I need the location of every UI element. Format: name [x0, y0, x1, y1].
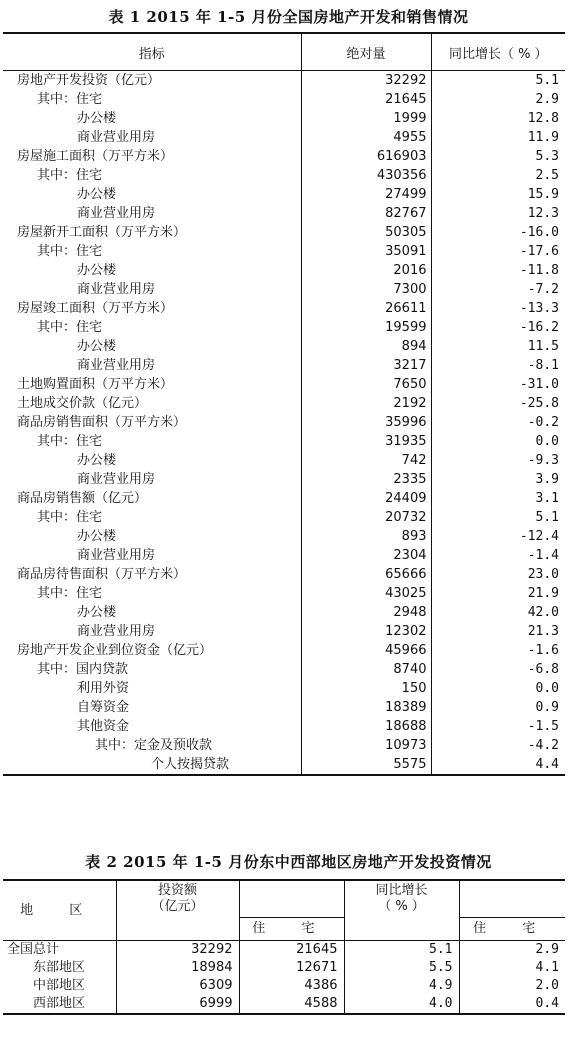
region-name: 中部地区 [33, 978, 86, 993]
row-label: 商品房待售面积（万平方米） [17, 567, 187, 582]
row-value: 26611 [301, 299, 431, 318]
row-value: 50305 [301, 223, 431, 242]
row-label: 其中：住宅 [37, 586, 103, 601]
table-row [3, 622, 565, 641]
table-row [3, 995, 565, 1014]
row-growth: -1.4 [431, 546, 565, 565]
row-value: 35996 [301, 413, 431, 432]
table1-header-row [3, 33, 565, 71]
row-value: 8740 [301, 660, 431, 679]
row-value: 10973 [301, 736, 431, 755]
row-growth: -11.8 [431, 261, 565, 280]
row-growth: 12.3 [431, 204, 565, 223]
row-growth: 21.3 [431, 622, 565, 641]
row-growth: 3.9 [431, 470, 565, 489]
row-value: 7650 [301, 375, 431, 394]
table-row [3, 546, 565, 565]
row-value: 430356 [301, 166, 431, 185]
row-growth: -0.2 [431, 413, 565, 432]
row-label: 房屋新开工面积（万平方米） [17, 225, 187, 240]
row-value: 35091 [301, 242, 431, 261]
row-growth: -7.2 [431, 280, 565, 299]
table-row [3, 413, 565, 432]
row-growth: 4.4 [431, 755, 565, 775]
row-label: 个人按揭贷款 [3, 755, 301, 775]
table-row [3, 71, 565, 91]
header-residential-growth: 住 宅 [459, 918, 565, 941]
table-row [3, 603, 565, 622]
header-blank-2 [459, 880, 565, 918]
row-growth: -16.0 [431, 223, 565, 242]
row-growth: 5.3 [431, 147, 565, 166]
table-row [3, 166, 565, 185]
residential-growth-value: 2.9 [459, 941, 565, 960]
row-growth: 11.5 [431, 337, 565, 356]
row-growth: -25.8 [431, 394, 565, 413]
residential-growth-value: 4.1 [459, 959, 565, 977]
region-name: 西部地区 [3, 995, 116, 1014]
national-real-estate-table [3, 32, 565, 776]
row-growth: 2.5 [431, 166, 565, 185]
table-row [3, 508, 565, 527]
row-growth: -6.8 [431, 660, 565, 679]
table-row [3, 280, 565, 299]
table-row [3, 470, 565, 489]
row-label: 自筹资金 [77, 700, 130, 715]
row-value: 742 [301, 451, 431, 470]
table-row [3, 394, 565, 413]
header-growth-cont [344, 918, 459, 941]
row-growth: 15.9 [431, 185, 565, 204]
row-growth: -17.6 [431, 242, 565, 261]
row-growth: -13.3 [431, 299, 565, 318]
row-label: 房屋竣工面积（万平方米） [17, 301, 174, 316]
table-row [3, 565, 565, 584]
table-row [3, 318, 565, 337]
growth-value: 5.1 [344, 941, 459, 960]
row-label: 商业营业用房 [77, 472, 156, 487]
table-row [3, 242, 565, 261]
table-row [3, 90, 565, 109]
row-growth: 0.0 [431, 432, 565, 451]
growth-value: 4.9 [344, 977, 459, 995]
row-value: 1999 [301, 109, 431, 128]
table-row [3, 698, 565, 717]
table-row [3, 432, 565, 451]
header-blank-1 [239, 880, 344, 918]
table-row [3, 489, 565, 508]
row-growth: -4.2 [431, 736, 565, 755]
row-value: 12302 [301, 622, 431, 641]
row-growth: -9.3 [431, 451, 565, 470]
row-value: 2192 [301, 394, 431, 413]
row-label: 房地产开发投资（亿元） [17, 73, 161, 88]
row-value: 2335 [301, 470, 431, 489]
row-label: 商业营业用房 [77, 130, 156, 145]
row-growth: -12.4 [431, 527, 565, 546]
header-indicator: 指标 [3, 33, 301, 71]
table-row [3, 959, 565, 977]
row-label: 其他资金 [77, 719, 130, 734]
row-label: 办公楼 [77, 605, 117, 620]
row-value: 2304 [301, 546, 431, 565]
investment-value: 6999 [116, 995, 239, 1014]
investment-value: 18984 [116, 959, 239, 977]
residential-value: 4386 [239, 977, 344, 995]
residential-value: 21645 [239, 941, 344, 960]
row-value: 2948 [301, 603, 431, 622]
header-investment-cont [116, 918, 239, 941]
row-growth: -8.1 [431, 356, 565, 375]
table1-title: 表 1 2015 年 1-5 月份全国房地产开发和销售情况 [108, 8, 469, 26]
row-value: 893 [301, 527, 431, 546]
growth-value: 4.0 [344, 995, 459, 1014]
table-row [3, 941, 565, 960]
row-label: 其中：定金及预收款 [95, 738, 213, 753]
row-label: 办公楼 [77, 187, 117, 202]
table-row [3, 109, 565, 128]
row-label: 办公楼 [77, 111, 117, 126]
row-growth: -16.2 [431, 318, 565, 337]
row-value: 894 [301, 337, 431, 356]
residential-value: 4588 [239, 995, 344, 1014]
row-value: 65666 [301, 565, 431, 584]
row-label: 商业营业用房 [77, 548, 156, 563]
row-label: 其中：住宅 [37, 434, 103, 449]
header-investment: 投资额 （亿元） [116, 880, 239, 918]
row-label: 办公楼 [77, 339, 117, 354]
table-row [3, 185, 565, 204]
row-value: 150 [301, 679, 431, 698]
row-label: 商品房销售面积（万平方米） [17, 415, 187, 430]
row-growth: 23.0 [431, 565, 565, 584]
row-label: 房地产开发企业到位资金（亿元） [17, 643, 213, 658]
table2-title: 表 2 2015 年 1-5 月份东中西部地区房地产开发投资情况 [85, 853, 492, 871]
table2-header-row-1 [3, 880, 565, 918]
row-value: 31935 [301, 432, 431, 451]
row-growth: -31.0 [431, 375, 565, 394]
table-row [3, 356, 565, 375]
row-value: 82767 [301, 204, 431, 223]
row-value: 4955 [301, 128, 431, 147]
table-row [3, 527, 565, 546]
row-growth: 0.9 [431, 698, 565, 717]
row-label: 其中：住宅 [37, 320, 103, 335]
table-row [3, 584, 565, 603]
investment-value: 32292 [116, 941, 239, 960]
table-row [3, 641, 565, 660]
table-row [3, 147, 565, 166]
table-row [3, 299, 565, 318]
header-residential-investment: 住 宅 [239, 918, 344, 941]
row-value: 19599 [301, 318, 431, 337]
header-absolute-value: 绝对量 [301, 33, 431, 71]
row-value: 21645 [301, 90, 431, 109]
row-value: 5575 [301, 755, 431, 775]
row-value: 20732 [301, 508, 431, 527]
row-label: 土地购置面积（万平方米） [17, 377, 174, 392]
row-value: 27499 [301, 185, 431, 204]
row-value: 7300 [301, 280, 431, 299]
row-value: 43025 [301, 584, 431, 603]
row-label: 其中：住宅 [37, 92, 103, 107]
investment-value: 6309 [116, 977, 239, 995]
table-row [3, 128, 565, 147]
table-row [3, 660, 565, 679]
table-row [3, 717, 565, 736]
row-label: 办公楼 [77, 453, 117, 468]
row-growth: 5.1 [431, 71, 565, 91]
row-label: 土地成交价款（亿元） [17, 396, 148, 411]
row-label: 商品房销售额（亿元） [17, 491, 148, 506]
row-value: 18389 [301, 698, 431, 717]
row-growth: 2.9 [431, 90, 565, 109]
row-label: 其中：住宅 [37, 168, 103, 183]
table-row [3, 261, 565, 280]
table-row [3, 977, 565, 995]
row-growth: 3.1 [431, 489, 565, 508]
residential-growth-value: 2.0 [459, 977, 565, 995]
regional-investment-table [3, 879, 565, 1015]
row-value: 3217 [301, 356, 431, 375]
row-value: 24409 [301, 489, 431, 508]
row-value: 45966 [301, 641, 431, 660]
region-name: 东部地区 [33, 960, 86, 975]
row-label: 其中：住宅 [37, 244, 103, 259]
row-label: 商业营业用房 [77, 358, 156, 373]
row-growth: -1.6 [431, 641, 565, 660]
row-label: 办公楼 [77, 529, 117, 544]
table-row [3, 679, 565, 698]
table-row [3, 223, 565, 242]
table-row [3, 375, 565, 394]
row-growth: -1.5 [431, 717, 565, 736]
row-value: 616903 [301, 147, 431, 166]
row-growth: 5.1 [431, 508, 565, 527]
row-growth: 12.8 [431, 109, 565, 128]
row-label: 房屋施工面积（万平方米） [17, 149, 174, 164]
row-growth: 21.9 [431, 584, 565, 603]
row-label: 其中：住宅 [37, 510, 103, 525]
row-label: 商业营业用房 [77, 282, 156, 297]
row-label: 办公楼 [77, 263, 117, 278]
header-growth: 同比增长 （ % ） [344, 880, 459, 918]
table-row [3, 204, 565, 223]
table-row [3, 736, 565, 755]
residential-value: 12671 [239, 959, 344, 977]
row-value: 18688 [301, 717, 431, 736]
row-label: 其中：国内贷款 [37, 662, 129, 677]
region-name: 全国总计 [7, 942, 60, 957]
table-row [3, 337, 565, 356]
growth-value: 5.5 [344, 959, 459, 977]
header-yoy-growth: 同比增长（ % ） [431, 33, 565, 71]
row-value: 32292 [301, 71, 431, 91]
row-value: 2016 [301, 261, 431, 280]
row-label: 商业营业用房 [77, 624, 156, 639]
table-row [3, 755, 565, 775]
header-region: 地 区 [3, 880, 116, 941]
row-growth: 42.0 [431, 603, 565, 622]
row-growth: 11.9 [431, 128, 565, 147]
row-label: 商业营业用房 [77, 206, 156, 221]
residential-growth-value: 0.4 [459, 995, 565, 1014]
row-growth: 0.0 [431, 679, 565, 698]
table-row [3, 451, 565, 470]
row-label: 利用外资 [77, 681, 130, 696]
